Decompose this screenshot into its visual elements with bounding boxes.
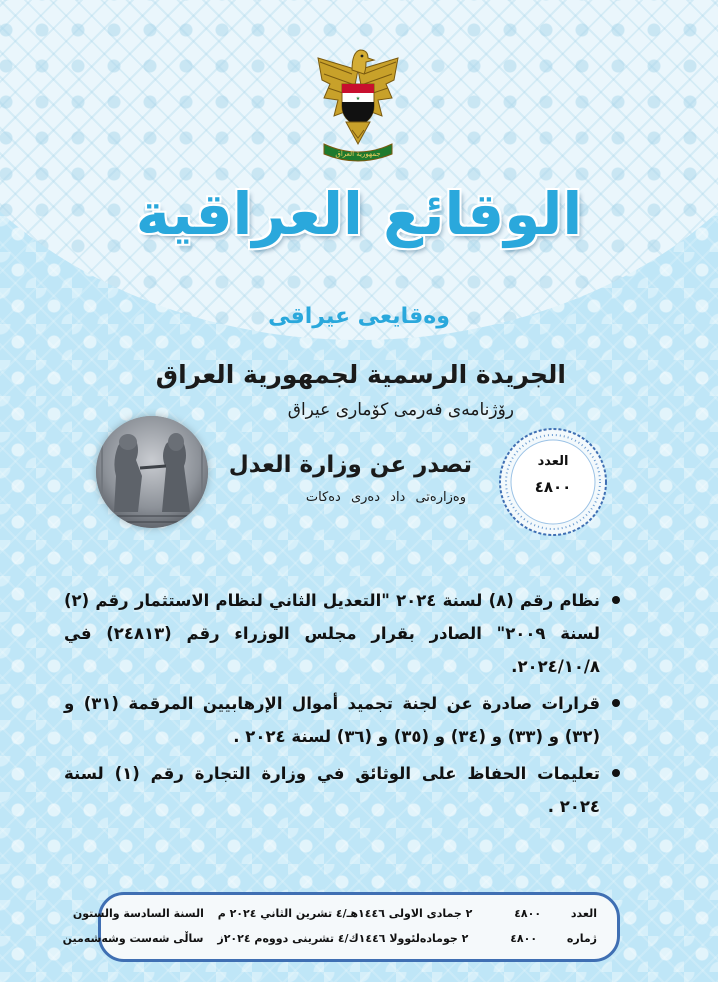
footer-issue-label: العدد: [570, 907, 597, 920]
ministry-heading: تصدر عن وزارة العدل: [228, 452, 472, 478]
contents-item: تعليمات الحفاظ على الوثائق في وزارة التجارة رقم (١) لسنة ٢٠٢٤ .: [64, 757, 600, 823]
emblem-banner-text: جمهورية العراق: [335, 150, 381, 158]
footer-issue-year-kurdish: ساڵی شەست وشەشەمین: [62, 932, 204, 945]
footer-row-arabic: [73, 907, 597, 920]
gazette-title: الوقائع العراقية: [135, 180, 583, 248]
issue-footer-box: [62, 892, 620, 962]
svg-text:★: ★: [355, 96, 361, 102]
footer-issue-label-kurdish: ژمارە: [566, 932, 597, 945]
footer-issue-date-kurdish: ٢ جومادەلئوولا ١٤٤٦ك/٤ تشرینی دووەم ٢٠٢٤ز: [217, 932, 469, 945]
gazette-title-kurdish: وەقایعی عیراقی: [268, 304, 450, 329]
hammurabi-stele-image: [96, 416, 208, 528]
footer-issue-year: السنة السادسة والستون: [72, 907, 204, 920]
issue-label: العدد: [537, 454, 569, 469]
issue-number-seal: [497, 426, 609, 538]
footer-issue-date: ٢ جمادى الاولى ١٤٤٦هـ/٤ تشرين الثاني ٢٠٢٤ م: [217, 907, 473, 920]
footer-row-kurdish: [63, 932, 597, 945]
official-gazette-heading: الجريدة الرسمية لجمهورية العراق: [155, 360, 566, 389]
contents-item: قرارات صادرة عن لجنة تجميد أموال الإرهابيين المرقمة (٣١) و (٣٢) و (٣٣) و (٣٤) و (٣٥) و (٣٦) لسنة ٢٠٢٤ .: [64, 687, 600, 753]
footer-issue-number-kurdish: ٤٨٠٠: [510, 932, 538, 945]
official-gazette-heading-kurdish: رۆژنامەی فەرمی کۆماری عیراق: [287, 400, 514, 420]
contents-list: [64, 584, 622, 827]
iraq-emblem-icon: [312, 40, 404, 164]
footer-issue-number: ٤٨٠٠: [514, 907, 542, 920]
ministry-heading-kurdish: وەزارەتی داد دەری دەکات: [305, 490, 466, 505]
issue-number: ٤٨٠٠: [534, 478, 572, 496]
contents-item: نظام رقم (٨) لسنة ٢٠٢٤ "التعديل الثاني لنظام الاستثمار رقم (٢) لسنة ٢٠٠٩" الصادر بقرار مجلس الوزراء رقم (٢٤٨١٣) في ٢٠٢٤/١٠/٨.: [64, 584, 600, 683]
